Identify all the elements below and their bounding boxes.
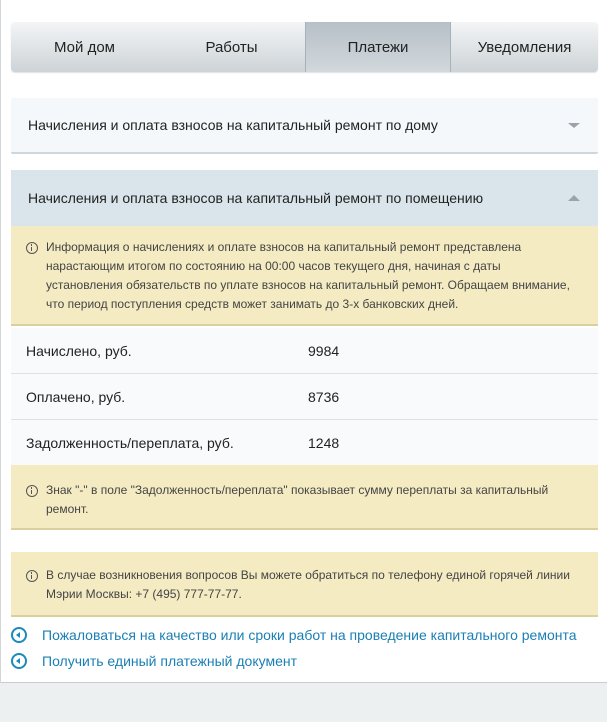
- info-note-sign: [11, 465, 598, 530]
- link-label: Пожаловаться на качество или сроки работ на проведение капитального ремонта: [42, 627, 577, 643]
- row-label: Начислено, руб.: [26, 342, 132, 359]
- info-note-text: Информация о начислениях и оплате взносов на капитальный ремонт представлена нарастающим итогом по состоянию на 00:00 часов текущего дня, начиная с даты установления обязательств по уплате взносов на капитальный ремонт. Обращаем внимание, что период поступления средств может занимать до 3-х банковских дней.: [46, 240, 570, 311]
- payment-document-link[interactable]: [11, 652, 601, 670]
- table-row: [11, 328, 598, 374]
- accordion-premises-payments[interactable]: [11, 170, 598, 226]
- info-note-text: В случае возникновения вопросов Вы можете обратиться по телефону единой горячей линии Мэрии Москвы: +7 (495) 777-77-77.: [46, 568, 570, 601]
- main-tabs: [11, 22, 598, 72]
- row-value: 8736: [308, 388, 340, 405]
- summary-table: [11, 328, 598, 466]
- row-label: Задолженность/переплата, руб.: [26, 435, 234, 451]
- info-icon: [26, 242, 38, 254]
- info-icon: [26, 570, 38, 582]
- table-row: [11, 374, 598, 420]
- accordion-house-title: Начисления и оплата взносов на капитальный ремонт по дому: [28, 117, 438, 133]
- info-note-text: Знак "-" в поле "Задолженность/переплата" показывает сумму переплаты за капитальный ремонт.: [46, 483, 549, 516]
- tab-my-home[interactable]: Мой дом: [54, 38, 115, 56]
- circle-arrow-left-icon: [11, 627, 27, 643]
- accordion-premises-title: Начисления и оплата взносов на капитальный ремонт по помещению: [28, 190, 484, 206]
- info-icon: [26, 485, 38, 497]
- circle-arrow-left-icon: [11, 653, 27, 669]
- table-row: [11, 420, 598, 466]
- tab-notifications[interactable]: Уведомления: [477, 38, 572, 56]
- link-label: Получить единый платежный документ: [42, 653, 298, 669]
- complain-link[interactable]: [11, 626, 601, 644]
- info-note-hotline: [11, 552, 598, 617]
- tab-works[interactable]: Работы: [205, 38, 258, 56]
- chevron-down-icon: [568, 123, 580, 128]
- action-links: [11, 626, 601, 678]
- row-value: 9984: [308, 342, 340, 359]
- row-value: 1248: [308, 435, 340, 451]
- row-label: Оплачено, руб.: [26, 388, 126, 405]
- tab-payments[interactable]: Платежи: [305, 22, 451, 72]
- chevron-up-icon: [568, 195, 580, 201]
- accordion-house-payments[interactable]: [11, 98, 598, 154]
- info-note-accrual: [11, 226, 598, 326]
